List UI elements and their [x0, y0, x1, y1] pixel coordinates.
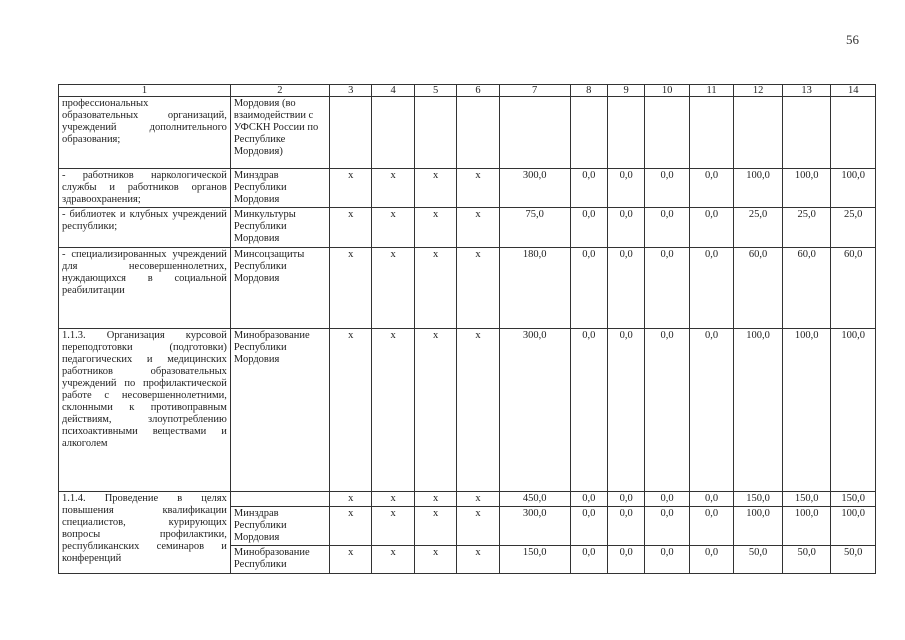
value-cell: х — [457, 208, 499, 248]
value-cell: 0,0 — [570, 329, 607, 492]
value-cell: 50,0 — [734, 546, 783, 574]
value-cell: 300,0 — [499, 169, 570, 208]
header-row — [59, 85, 876, 97]
value-cell: 0,0 — [645, 208, 689, 248]
value-cell: х — [329, 492, 371, 507]
value-cell: 60,0 — [831, 248, 876, 329]
col-header: 3 — [329, 85, 371, 97]
value-cell: 0,0 — [689, 329, 733, 492]
executor-cell: Мордовия (во взаимодействии с УФСКН России по Республике Мордовия) — [230, 97, 329, 169]
col-header: 13 — [782, 85, 831, 97]
value-cell: 100,0 — [734, 169, 783, 208]
value-cell: 0,0 — [570, 492, 607, 507]
value-cell: 0,0 — [607, 169, 644, 208]
value-cell: 75,0 — [499, 208, 570, 248]
value-cell: 0,0 — [607, 208, 644, 248]
value-cell: х — [414, 507, 456, 546]
value-cell: х — [457, 329, 499, 492]
value-cell: 0,0 — [570, 546, 607, 574]
value-cell: 0,0 — [645, 248, 689, 329]
value-cell — [607, 97, 644, 169]
value-cell: х — [372, 329, 414, 492]
col-header: 14 — [831, 85, 876, 97]
value-cell: 450,0 — [499, 492, 570, 507]
value-cell: х — [414, 329, 456, 492]
value-cell: х — [457, 546, 499, 574]
value-cell: 50,0 — [782, 546, 831, 574]
col-header: 10 — [645, 85, 689, 97]
value-cell: 150,0 — [782, 492, 831, 507]
value-cell: х — [329, 546, 371, 574]
value-cell: 300,0 — [499, 507, 570, 546]
executor-cell: Минздрав Республики Мордовия — [230, 169, 329, 208]
col-header: 8 — [570, 85, 607, 97]
table-row — [59, 97, 876, 169]
value-cell: х — [414, 169, 456, 208]
value-cell: 300,0 — [499, 329, 570, 492]
col-header: 4 — [372, 85, 414, 97]
value-cell: 0,0 — [607, 329, 644, 492]
value-cell — [499, 97, 570, 169]
value-cell: 150,0 — [499, 546, 570, 574]
activity-cell: 1.1.3. Организация курсовой переподготовки (подготовки) педагогических и медицинских работников образовательных учреждений по профилактической работе с несовершеннолетними, склонными к противоправным действиям, злоупотреблению психоактивными веществами и алкоголем — [59, 329, 231, 492]
page-number: 56 — [846, 32, 859, 47]
value-cell: х — [414, 248, 456, 329]
activity-cell: 1.1.4. Проведение в целях повышения квалификации специалистов, курирующих вопросы профилактики, республиканских семинаров и конференций — [59, 492, 231, 574]
value-cell: х — [329, 329, 371, 492]
value-cell: 0,0 — [645, 546, 689, 574]
table-row — [59, 492, 876, 507]
activity-cell: - библиотек и клубных учреждений республики; — [59, 208, 231, 248]
value-cell: 0,0 — [607, 492, 644, 507]
value-cell: 180,0 — [499, 248, 570, 329]
executor-cell: Минкультуры Республики Мордовия — [230, 208, 329, 248]
value-cell: 100,0 — [782, 169, 831, 208]
value-cell: х — [414, 208, 456, 248]
col-header: 11 — [689, 85, 733, 97]
col-header: 2 — [230, 85, 329, 97]
value-cell: 0,0 — [689, 492, 733, 507]
value-cell — [414, 97, 456, 169]
value-cell: х — [414, 492, 456, 507]
value-cell: х — [457, 492, 499, 507]
value-cell: х — [372, 546, 414, 574]
value-cell: 150,0 — [734, 492, 783, 507]
value-cell: 0,0 — [689, 169, 733, 208]
value-cell: 0,0 — [689, 248, 733, 329]
value-cell: 100,0 — [831, 329, 876, 492]
executor-cell: Минобразование Республики — [230, 546, 329, 574]
activity-cell: профессиональных образовательных организаций, учреждений дополнительного образования; — [59, 97, 231, 169]
value-cell: 25,0 — [734, 208, 783, 248]
value-cell — [734, 97, 783, 169]
value-cell: х — [372, 492, 414, 507]
value-cell: х — [329, 507, 371, 546]
value-cell: х — [457, 248, 499, 329]
table-row — [59, 208, 876, 248]
table-row — [59, 248, 876, 329]
value-cell: х — [329, 208, 371, 248]
table-row — [59, 169, 876, 208]
value-cell: х — [329, 169, 371, 208]
col-header: 1 — [59, 85, 231, 97]
value-cell: х — [372, 169, 414, 208]
value-cell: х — [457, 507, 499, 546]
value-cell — [457, 97, 499, 169]
value-cell: х — [372, 248, 414, 329]
value-cell: 0,0 — [607, 507, 644, 546]
value-cell: 0,0 — [570, 507, 607, 546]
value-cell: 0,0 — [689, 546, 733, 574]
col-header: 9 — [607, 85, 644, 97]
value-cell: 100,0 — [831, 507, 876, 546]
value-cell: х — [372, 507, 414, 546]
value-cell: х — [329, 248, 371, 329]
value-cell: 0,0 — [570, 169, 607, 208]
value-cell: 25,0 — [831, 208, 876, 248]
value-cell: 0,0 — [607, 248, 644, 329]
value-cell: 60,0 — [734, 248, 783, 329]
value-cell: 0,0 — [689, 507, 733, 546]
value-cell: 0,0 — [645, 169, 689, 208]
value-cell — [645, 97, 689, 169]
value-cell: 100,0 — [782, 507, 831, 546]
value-cell: 100,0 — [831, 169, 876, 208]
value-cell — [329, 97, 371, 169]
value-cell: 25,0 — [782, 208, 831, 248]
activity-cell: - работников наркологической службы и работников органов здравоохранения; — [59, 169, 231, 208]
table-row — [59, 329, 876, 492]
col-header: 5 — [414, 85, 456, 97]
value-cell: 100,0 — [734, 329, 783, 492]
value-cell: 0,0 — [645, 329, 689, 492]
executor-cell — [230, 492, 329, 507]
executor-cell: Минсоцзащиты Республики Мордовия — [230, 248, 329, 329]
value-cell: 60,0 — [782, 248, 831, 329]
value-cell — [831, 97, 876, 169]
col-header: 12 — [734, 85, 783, 97]
col-header: 7 — [499, 85, 570, 97]
value-cell — [689, 97, 733, 169]
value-cell: 0,0 — [607, 546, 644, 574]
value-cell: 150,0 — [831, 492, 876, 507]
value-cell: х — [457, 169, 499, 208]
value-cell: 0,0 — [645, 507, 689, 546]
value-cell: х — [414, 546, 456, 574]
value-cell: 0,0 — [645, 492, 689, 507]
value-cell: 50,0 — [831, 546, 876, 574]
value-cell — [372, 97, 414, 169]
value-cell: 100,0 — [782, 329, 831, 492]
value-cell — [570, 97, 607, 169]
activity-cell: - специализированных учреждений для несовершеннолетних, нуждающихся в социальной реабилитации — [59, 248, 231, 329]
executor-cell: Минздрав Республики Мордовия — [230, 507, 329, 546]
executor-cell: Минобразование Республики Мордовия — [230, 329, 329, 492]
col-header: 6 — [457, 85, 499, 97]
value-cell: 0,0 — [570, 248, 607, 329]
value-cell: 0,0 — [570, 208, 607, 248]
value-cell: х — [372, 208, 414, 248]
value-cell: 0,0 — [689, 208, 733, 248]
value-cell: 100,0 — [734, 507, 783, 546]
value-cell — [782, 97, 831, 169]
data-table — [58, 84, 876, 574]
